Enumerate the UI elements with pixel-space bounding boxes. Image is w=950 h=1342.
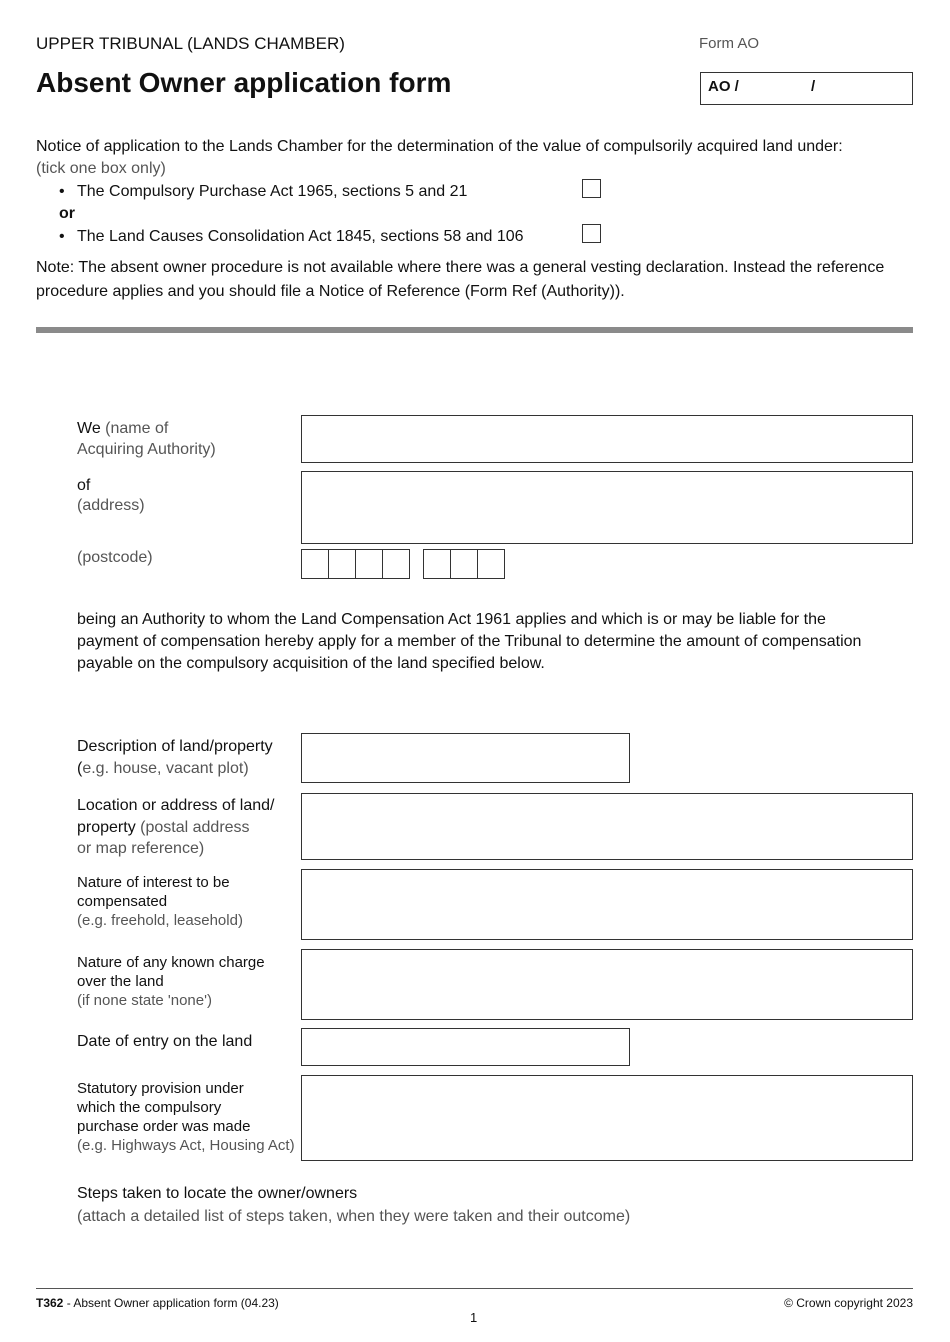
location-label-row (77, 817, 250, 839)
interest-hint: (e.g. freehold, leasehold) (77, 912, 243, 929)
charge-input[interactable] (301, 949, 913, 1020)
postcode-char-box[interactable] (477, 549, 505, 579)
option-1-label: The Compulsory Purchase Act 1965, sections 5 and 21 (77, 183, 468, 200)
or-label: or (59, 205, 75, 222)
postcode-char-box[interactable] (423, 549, 451, 579)
location-label-2: property (77, 819, 136, 836)
charge-hint: (if none state 'none') (77, 992, 212, 1009)
footer-divider (36, 1288, 913, 1289)
description-hint: e.g. house, vacant plot) (82, 760, 249, 777)
interest-input[interactable] (301, 869, 913, 940)
location-hint-1: (postal address (140, 819, 250, 836)
charge-label-2: over the land (77, 973, 164, 990)
option-2-checkbox[interactable] (582, 224, 601, 243)
statement-line-1: being an Authority to whom the Land Compensation Act 1961 applies and which is or may be liable for the (77, 611, 826, 628)
option-1-checkbox[interactable] (582, 179, 601, 198)
statutory-provision-input[interactable] (301, 1075, 913, 1161)
postcode-char-box[interactable] (328, 549, 356, 579)
of-hint: (address) (77, 497, 145, 514)
statutory-label-1: Statutory provision under (77, 1080, 244, 1097)
we-label-text: We (77, 420, 101, 437)
statutory-label-3: purchase order was made (77, 1118, 251, 1135)
page-title: Absent Owner application form (36, 67, 452, 98)
bullet-icon: • (59, 183, 65, 200)
location-input[interactable] (301, 793, 913, 860)
notice-instruction: (tick one box only) (36, 160, 166, 177)
tribunal-name: UPPER TRIBUNAL (LANDS CHAMBER) (36, 34, 345, 53)
reference-prefix: AO / (708, 78, 739, 95)
of-label: of (77, 477, 91, 494)
reference-separator: / (811, 78, 816, 95)
footer-copyright: © Crown copyright 2023 (784, 1296, 913, 1310)
location-label-1: Location or address of land/ (77, 797, 275, 814)
interest-label-2: compensated (77, 893, 168, 910)
authority-name-input[interactable] (301, 415, 913, 463)
steps-hint: (attach a detailed list of steps taken, when they were taken and their outcome) (77, 1208, 631, 1225)
date-of-entry-input[interactable] (301, 1028, 630, 1066)
option-2-label: The Land Causes Consolidation Act 1845, sections 58 and 106 (77, 228, 524, 245)
description-hint-row (77, 758, 249, 780)
reference-number-field[interactable] (700, 72, 913, 105)
statement-line-3: payable on the compulsory acquisition of the land specified below. (77, 655, 545, 672)
charge-label-1: Nature of any known charge (77, 954, 265, 971)
we-hint-1: (name of (105, 420, 169, 437)
steps-heading: Steps taken to locate the owner/owners (77, 1185, 358, 1202)
notice-intro: Notice of application to the Lands Chamber for the determination of the value of compulsorily acquired land under: (36, 138, 843, 155)
bullet-icon: • (59, 228, 65, 245)
authority-address-input[interactable] (301, 471, 913, 544)
footer-description: - Absent Owner application form (04.23) (63, 1296, 279, 1310)
footer-code: T362 (36, 1296, 64, 1310)
section-divider (36, 327, 913, 333)
we-label (77, 418, 168, 440)
note-line-1: Note: The absent owner procedure is not available where there was a general vesting declaration. Instead the reference (36, 259, 885, 276)
interest-label-1: Nature of interest to be (77, 874, 230, 891)
postcode-hint: (postcode) (77, 549, 153, 566)
description-hint-paren: ( (77, 760, 83, 777)
footer-form-id (36, 1296, 279, 1311)
postcode-char-box[interactable] (355, 549, 383, 579)
statutory-label-2: which the compulsory (77, 1099, 222, 1116)
date-label: Date of entry on the land (77, 1033, 253, 1050)
postcode-char-box[interactable] (301, 549, 329, 579)
postcode-char-box[interactable] (382, 549, 410, 579)
description-input[interactable] (301, 733, 630, 783)
postcode-char-box[interactable] (450, 549, 478, 579)
location-hint-2: or map reference) (77, 840, 205, 857)
statement-line-2: payment of compensation hereby apply for a member of the Tribunal to determine the amount of compensation (77, 633, 862, 650)
we-hint-2: Acquiring Authority) (77, 441, 216, 458)
note-line-2: procedure applies and you should file a Notice of Reference (Form Ref (Authority)). (36, 283, 625, 300)
form-code: Form AO (699, 35, 760, 52)
page-number: 1 (470, 1310, 478, 1325)
description-label: Description of land/property (77, 738, 273, 755)
statutory-hint: (e.g. Highways Act, Housing Act) (77, 1137, 295, 1154)
